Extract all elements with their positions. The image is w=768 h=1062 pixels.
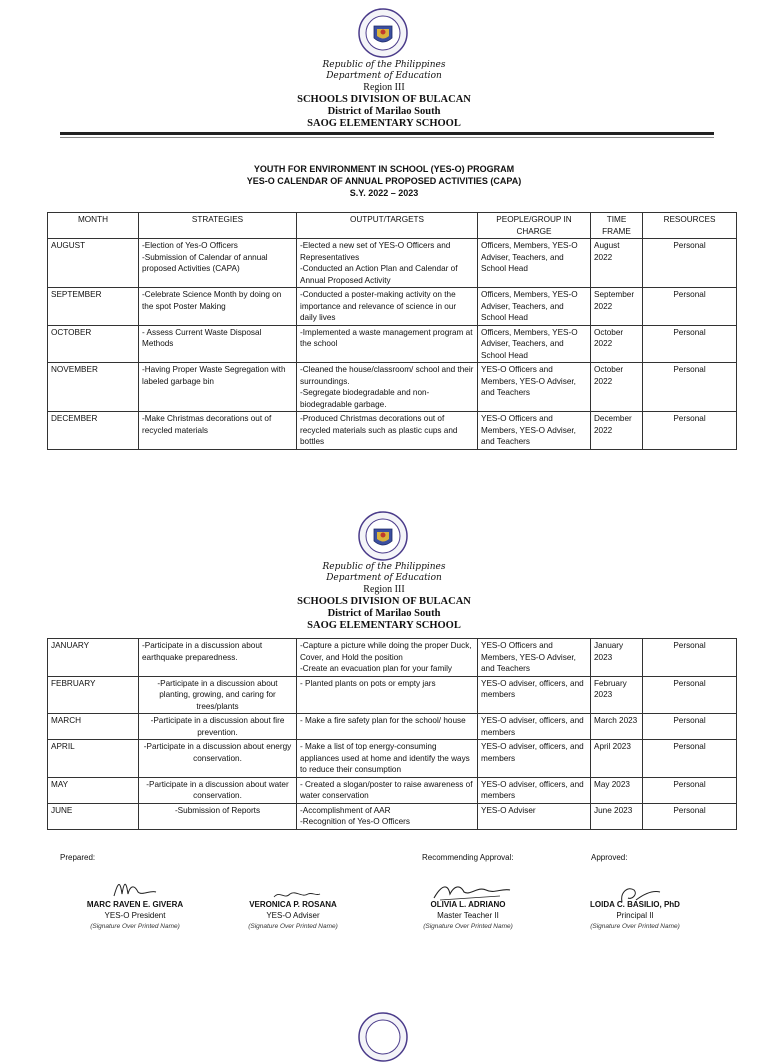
header-month: MONTH xyxy=(48,213,139,239)
cell-strategies: -Participate in a discussion about planting, growing, and caring for trees/plants xyxy=(139,676,297,714)
school-text: SAOG ELEMENTARY SCHOOL xyxy=(307,118,461,129)
cell-time-frame: August 2022 xyxy=(591,239,643,288)
cell-time-frame: December 2022 xyxy=(591,412,643,450)
signatory-master-teacher xyxy=(403,899,533,932)
cell-resources: Personal xyxy=(643,239,737,288)
cell-month: OCTOBER xyxy=(48,325,139,363)
table-row xyxy=(48,639,737,677)
cell-month: NOVEMBER xyxy=(48,363,139,412)
cell-time-frame: June 2023 xyxy=(591,803,643,829)
prepared-label: Prepared: xyxy=(60,853,96,862)
cell-people: YES-O Officers and Members, YES-O Adviser, and Teachers xyxy=(478,412,591,450)
deped-seal-logo xyxy=(358,511,408,561)
signatory-principal xyxy=(570,899,700,932)
signature-note: (Signature Over Printed Name) xyxy=(423,923,513,930)
cell-month: DECEMBER xyxy=(48,412,139,450)
deped-seal-logo xyxy=(358,8,408,58)
cell-output: -Conducted a poster-making activity on the importance and relevance of science in our daily lives xyxy=(297,288,478,326)
cell-strategies: -Participate in a discussion about water conservation. xyxy=(139,777,297,803)
cell-time-frame: March 2023 xyxy=(591,714,643,740)
cell-output: -Accomplishment of AAR -Recognition of Yes-O Officers xyxy=(297,803,478,829)
republic-text: Republic of the Philippines xyxy=(322,562,446,572)
signature-note: (Signature Over Printed Name) xyxy=(590,923,680,930)
cell-people: YES-O adviser, officers, and members xyxy=(478,740,591,778)
table-row xyxy=(48,777,737,803)
cell-output: - Make a fire safety plan for the school/ house xyxy=(297,714,478,740)
cell-time-frame: May 2023 xyxy=(591,777,643,803)
signature-note: (Signature Over Printed Name) xyxy=(90,923,180,930)
cell-resources: Personal xyxy=(643,803,737,829)
signatory-title: YES-O Adviser xyxy=(266,911,320,920)
republic-text: Republic of the Philippines xyxy=(322,60,446,70)
cell-month: FEBRUARY xyxy=(48,676,139,714)
table-row xyxy=(48,325,737,363)
cell-strategies: - Assess Current Waste Disposal Methods xyxy=(139,325,297,363)
cell-output: -Implemented a waste management program at the school xyxy=(297,325,478,363)
letterhead xyxy=(0,60,768,130)
cell-resources: Personal xyxy=(643,714,737,740)
cell-people: YES-O adviser, officers, and members xyxy=(478,714,591,740)
region-text: Region III xyxy=(363,82,405,93)
deped-seal-logo-partial xyxy=(358,1012,408,1062)
cell-strategies: -Participate in a discussion about earthquake preparedness. xyxy=(139,639,297,677)
cell-people: YES-O adviser, officers, and members xyxy=(478,676,591,714)
cell-time-frame: October 2022 xyxy=(591,363,643,412)
department-text: Department of Education xyxy=(326,573,442,583)
cell-output: -Produced Christmas decorations out of recycled materials such as plastic cups and bottles xyxy=(297,412,478,450)
cell-strategies: -Submission of Reports xyxy=(139,803,297,829)
school-text: SAOG ELEMENTARY SCHOOL xyxy=(307,620,461,631)
cell-month: JUNE xyxy=(48,803,139,829)
cell-people: YES-O Adviser xyxy=(478,803,591,829)
cell-resources: Personal xyxy=(643,288,737,326)
signatory-title: Master Teacher II xyxy=(437,911,499,920)
cell-output: - Created a slogan/poster to raise awareness of water conservation xyxy=(297,777,478,803)
table-header-row xyxy=(48,213,737,239)
capa-table-page-2 xyxy=(47,638,737,830)
table-row xyxy=(48,363,737,412)
cell-strategies: -Celebrate Science Month by doing on the spot Poster Making xyxy=(139,288,297,326)
cell-time-frame: February 2023 xyxy=(591,676,643,714)
table-row xyxy=(48,714,737,740)
signature-note: (Signature Over Printed Name) xyxy=(248,923,338,930)
approved-label: Approved: xyxy=(591,853,628,862)
signatory-name: VERONICA P. ROSANA xyxy=(249,900,337,909)
cell-strategies: -Participate in a discussion about energy conservation. xyxy=(139,740,297,778)
title-line-3: S.Y. 2022 – 2023 xyxy=(349,188,419,198)
region-text: Region III xyxy=(363,584,405,595)
table-row xyxy=(48,740,737,778)
cell-month: AUGUST xyxy=(48,239,139,288)
cell-output: -Elected a new set of YES-O Officers and Representatives -Conducted an Action Plan and Calendar of Annual Proposed Activity xyxy=(297,239,478,288)
signatory-adviser xyxy=(228,899,358,932)
capa-table-page-1 xyxy=(47,212,737,450)
cell-time-frame: September 2022 xyxy=(591,288,643,326)
table-row xyxy=(48,803,737,829)
signatory-title: YES-O President xyxy=(104,911,166,920)
cell-time-frame: January 2023 xyxy=(591,639,643,677)
signatory-title: Principal II xyxy=(616,911,654,920)
district-text: District of Marilao South xyxy=(327,608,441,619)
cell-time-frame: April 2023 xyxy=(591,740,643,778)
signatory-name: OLIVIA L. ADRIANO xyxy=(430,900,506,909)
division-text: SCHOOLS DIVISION OF BULACAN xyxy=(297,596,471,607)
cell-time-frame: October 2022 xyxy=(591,325,643,363)
recommending-label: Recommending Approval: xyxy=(422,853,514,862)
cell-strategies: -Make Christmas decorations out of recycled materials xyxy=(139,412,297,450)
header-output: OUTPUT/TARGETS xyxy=(297,213,478,239)
cell-resources: Personal xyxy=(643,325,737,363)
cell-output: - Make a list of top energy-consuming appliances used at home and identify the ways to reduce their consumption xyxy=(297,740,478,778)
department-text: Department of Education xyxy=(326,71,442,81)
document-titles xyxy=(0,163,768,199)
cell-month: MAY xyxy=(48,777,139,803)
cell-month: JANUARY xyxy=(48,639,139,677)
cell-people: Officers, Members, YES-O Adviser, Teachers, and School Head xyxy=(478,325,591,363)
district-text: District of Marilao South xyxy=(327,106,441,117)
header-divider-thin xyxy=(60,137,714,138)
cell-strategies: -Election of Yes-O Officers -Submission of Calendar of annual proposed Activities (CAPA) xyxy=(139,239,297,288)
division-text: SCHOOLS DIVISION OF BULACAN xyxy=(297,94,471,105)
cell-resources: Personal xyxy=(643,740,737,778)
signatory-president xyxy=(70,899,200,932)
cell-strategies: -Participate in a discussion about fire prevention. xyxy=(139,714,297,740)
cell-resources: Personal xyxy=(643,363,737,412)
cell-month: APRIL xyxy=(48,740,139,778)
header-people: PEOPLE/GROUP IN CHARGE xyxy=(478,213,591,239)
signatory-name: LOIDA C. BASILIO, PhD xyxy=(590,900,680,909)
cell-output: -Cleaned the house/classroom/ school and their surroundings. -Segregate biodegradable and non-biodegradable garbage. xyxy=(297,363,478,412)
cell-resources: Personal xyxy=(643,676,737,714)
cell-people: YES-O Officers and Members, YES-O Adviser, and Teachers xyxy=(478,363,591,412)
cell-month: MARCH xyxy=(48,714,139,740)
header-time-frame: TIME FRAME xyxy=(591,213,643,239)
cell-people: Officers, Members, YES-O Adviser, Teachers, and School Head xyxy=(478,239,591,288)
table-row xyxy=(48,288,737,326)
cell-output: -Capture a picture while doing the proper Duck, Cover, and Hold the position -Create an evacuation plan for your family xyxy=(297,639,478,677)
title-line-1: YOUTH FOR ENVIRONMENT IN SCHOOL (YES-O) PROGRAM xyxy=(253,164,515,174)
table-row xyxy=(48,412,737,450)
header-strategies: STRATEGIES xyxy=(139,213,297,239)
cell-people: Officers, Members, YES-O Adviser, Teachers, and School Head xyxy=(478,288,591,326)
letterhead-page-2 xyxy=(0,562,768,632)
header-resources: RESOURCES xyxy=(643,213,737,239)
signatory-name: MARC RAVEN E. GIVERA xyxy=(86,900,184,909)
cell-resources: Personal xyxy=(643,777,737,803)
table-row xyxy=(48,239,737,288)
title-line-2: YES-O CALENDAR OF ANNUAL PROPOSED ACTIVITIES (CAPA) xyxy=(246,176,522,186)
cell-resources: Personal xyxy=(643,412,737,450)
cell-resources: Personal xyxy=(643,639,737,677)
table-row xyxy=(48,676,737,714)
cell-strategies: -Having Proper Waste Segregation with labeled garbage bin xyxy=(139,363,297,412)
cell-output: - Planted plants on pots or empty jars xyxy=(297,676,478,714)
cell-month: SEPTEMBER xyxy=(48,288,139,326)
header-divider xyxy=(60,132,714,135)
cell-people: YES-O Officers and Members, YES-O Adviser, and Teachers xyxy=(478,639,591,677)
cell-people: YES-O adviser, officers, and members xyxy=(478,777,591,803)
